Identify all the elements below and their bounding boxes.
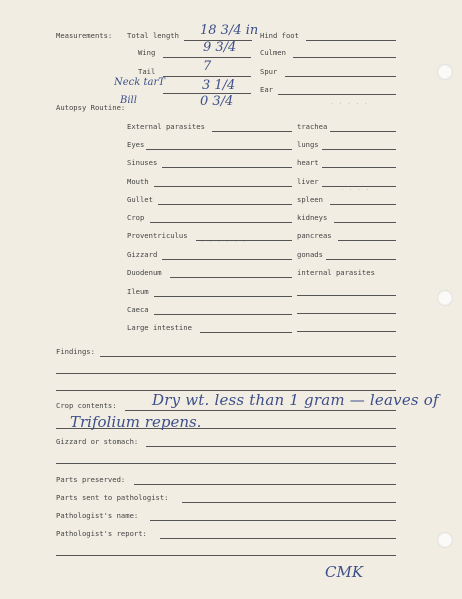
tail-line: [163, 76, 251, 77]
autopsy-item-line: [338, 240, 396, 241]
initials-signature: CMK: [325, 563, 364, 581]
autopsy-item-line: [154, 314, 292, 315]
autopsy-item-line: [330, 204, 396, 205]
tail-value: 7: [203, 59, 212, 74]
bleed-through-text: · · · · · ·: [200, 238, 247, 246]
pathologist-report-line: [56, 555, 396, 556]
wing-value: 9 3/4: [203, 40, 237, 55]
gizzard-label: Gizzard or stomach:: [56, 437, 139, 446]
autopsy-item-line: [154, 186, 292, 187]
crop-contents-handwriting-2: Trifolium repens.: [70, 413, 202, 431]
autopsy-item-line: [322, 149, 396, 150]
findings-label: Findings:: [56, 347, 95, 356]
findings-line: [100, 356, 396, 357]
crop-contents-label: Crop contents:: [56, 401, 117, 410]
autopsy-item: External parasites: [127, 122, 205, 131]
autopsy-item-line: [322, 167, 396, 168]
pathologist-report-line: [160, 538, 396, 539]
autopsy-item: internal parasites: [297, 268, 375, 277]
autopsy-item-line: [196, 240, 292, 241]
autopsy-item-line: [322, 186, 396, 187]
bleed-through-text: · · · ·: [340, 186, 370, 194]
autopsy-item: pancreas: [297, 231, 332, 240]
autopsy-extra-line: [297, 313, 396, 314]
culmen-label: Culmen: [260, 48, 286, 57]
wing-line: [163, 57, 251, 58]
culmen-line: [293, 57, 396, 58]
hind-foot-line: [306, 40, 396, 41]
pathologist-name-label: Pathologist's name:: [56, 511, 139, 520]
autopsy-item-line: [150, 222, 292, 223]
neck-tarsus-label: Neck tarT: [114, 77, 165, 88]
autopsy-item-line: [170, 277, 292, 278]
autopsy-item: Proventriculus: [127, 231, 188, 240]
autopsy-item: Eyes: [127, 140, 145, 149]
spur-label: Spur: [260, 67, 278, 76]
autopsy-item: Crop: [127, 213, 145, 222]
autopsy-item: Sinuses: [127, 158, 158, 167]
autopsy-heading: Autopsy Routine:: [56, 103, 126, 112]
autopsy-item: Ileum: [127, 287, 149, 296]
pathologist-report-label: Pathologist's report:: [56, 529, 147, 538]
autopsy-item-line: [162, 167, 292, 168]
autopsy-item: spleen: [297, 195, 323, 204]
parts-preserved-line: [134, 484, 396, 485]
autopsy-item: Mouth: [127, 177, 149, 186]
bleed-through-text: · · · · ·: [330, 100, 368, 108]
parts-sent-line: [182, 502, 396, 503]
gizzard-line: [146, 446, 396, 447]
autopsy-item: Large intestine: [127, 323, 192, 332]
autopsy-item-line: [212, 131, 292, 132]
autopsy-item-line: [330, 131, 396, 132]
autopsy-item: trachea: [297, 122, 328, 131]
pathologist-name-line: [150, 520, 396, 521]
total-length-label: Total length: [127, 31, 179, 40]
punch-hole: [437, 64, 453, 80]
ear-line: [278, 94, 396, 95]
autopsy-item: lungs: [297, 140, 319, 149]
parts-sent-label: Parts sent to pathologist:: [56, 493, 169, 502]
bill-label: Bill: [120, 95, 137, 106]
tail-label: Tail: [138, 67, 156, 76]
parts-preserved-label: Parts preserved:: [56, 475, 126, 484]
crop-contents-handwriting-1: Dry wt. less than 1 gram — leaves of: [152, 391, 439, 409]
measurements-heading: Measurements:: [56, 31, 113, 40]
wing-label: Wing: [138, 48, 156, 57]
punch-hole: [437, 532, 453, 548]
autopsy-item-line: [146, 149, 292, 150]
autopsy-item-line: [326, 259, 396, 260]
findings-line: [56, 373, 396, 374]
autopsy-item: heart: [297, 158, 319, 167]
bill-value: 0 3/4: [200, 94, 234, 109]
autopsy-extra-line: [297, 295, 396, 296]
autopsy-item-line: [334, 222, 396, 223]
autopsy-item: gonads: [297, 250, 323, 259]
punch-hole: [437, 290, 453, 306]
autopsy-item: Gullet: [127, 195, 153, 204]
autopsy-item: Duodenum: [127, 268, 162, 277]
neck-tarsus-value: 3 1/4: [202, 78, 236, 93]
autopsy-extra-line: [297, 331, 396, 332]
autopsy-item-line: [162, 259, 292, 260]
autopsy-item: Gizzard: [127, 250, 158, 259]
crop-contents-line: [125, 410, 396, 411]
autopsy-item-line: [154, 296, 292, 297]
autopsy-item: kidneys: [297, 213, 328, 222]
hind-foot-label: Hind foot: [260, 31, 299, 40]
gizzard-line: [56, 463, 396, 464]
autopsy-item-line: [158, 204, 292, 205]
ear-label: Ear: [260, 85, 273, 94]
total-length-value: 18 3/4 in: [200, 23, 259, 38]
autopsy-item: liver: [297, 177, 319, 186]
autopsy-item-line: [200, 332, 292, 333]
spur-line: [285, 76, 396, 77]
autopsy-item: Caeca: [127, 305, 149, 314]
